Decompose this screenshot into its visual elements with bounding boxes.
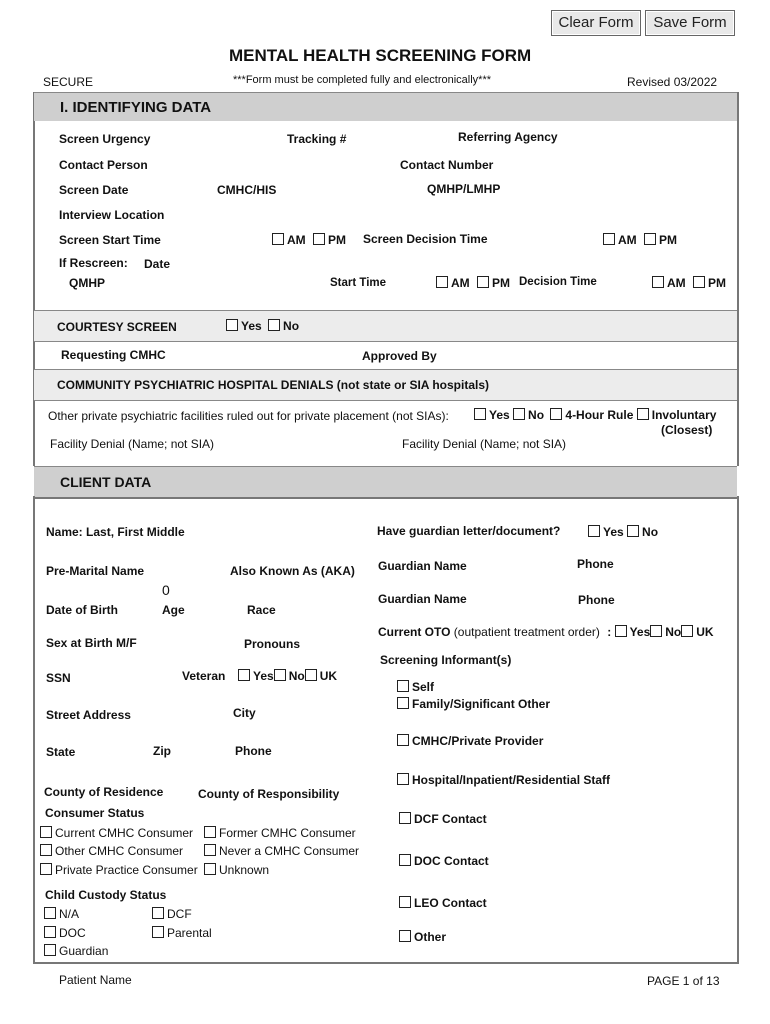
- state-label: State: [46, 745, 76, 759]
- former-cmhc-label: Former CMHC Consumer: [219, 826, 356, 840]
- am-checkbox[interactable]: [436, 276, 448, 288]
- pm-label: PM: [492, 276, 511, 290]
- dcf-checkbox[interactable]: [152, 907, 164, 919]
- no-checkbox[interactable]: [650, 625, 662, 637]
- rescreen-decision-ampm-group: [652, 276, 726, 290]
- client-data-header: [34, 466, 737, 499]
- footer-page-number: PAGE 1 of 13: [647, 974, 720, 988]
- parental-option: [152, 926, 212, 940]
- current-cmhc-label: Current CMHC Consumer: [55, 826, 194, 840]
- never-cmhc-option: [204, 844, 359, 858]
- zip-label: Zip: [153, 744, 171, 758]
- leo-contact-option: [399, 896, 487, 910]
- na-label: N/A: [59, 907, 80, 921]
- no-label: No: [642, 525, 659, 539]
- no-label: No: [288, 669, 305, 683]
- if-rescreen-label: If Rescreen:: [59, 256, 128, 270]
- doc-contact-label: DOC Contact: [414, 854, 489, 868]
- dcf-label: DCF: [167, 907, 192, 921]
- am-checkbox[interactable]: [652, 276, 664, 288]
- unknown-label: Unknown: [219, 863, 270, 877]
- age-value: 0: [162, 582, 170, 598]
- guardian-label: Guardian: [59, 944, 109, 958]
- form-title: MENTAL HEALTH SCREENING FORM: [229, 46, 532, 65]
- county-residence-label: County of Residence: [44, 785, 164, 799]
- rescreen-start-time-label: Start Time: [330, 277, 387, 289]
- denials-options-group: [474, 408, 716, 422]
- private-practice-checkbox[interactable]: [40, 863, 52, 875]
- other-checkbox[interactable]: [399, 930, 411, 942]
- veteran-options-group: [238, 669, 337, 683]
- current-oto-row: [378, 625, 714, 639]
- yes-checkbox[interactable]: [226, 319, 238, 331]
- never-cmhc-checkbox[interactable]: [204, 844, 216, 856]
- denials-band: [34, 369, 737, 401]
- identifying-data-header: [34, 92, 737, 121]
- am-label: AM: [287, 233, 306, 247]
- no-checkbox[interactable]: [274, 669, 286, 681]
- interview-location-label: Interview Location: [59, 208, 165, 222]
- guardian-checkbox[interactable]: [44, 944, 56, 956]
- sex-label: Sex at Birth M/F: [46, 636, 137, 650]
- client-data-title: CLIENT DATA: [60, 474, 152, 490]
- hospital-staff-label: Hospital/Inpatient/Residential Staff: [412, 773, 611, 787]
- no-checkbox[interactable]: [513, 408, 525, 420]
- age-label: Age: [162, 603, 185, 617]
- other-cmhc-checkbox[interactable]: [40, 844, 52, 856]
- screen-date-label: Screen Date: [59, 183, 129, 197]
- former-cmhc-option: [204, 826, 356, 840]
- contact-person-label: Contact Person: [59, 158, 148, 172]
- no-checkbox[interactable]: [268, 319, 280, 331]
- dcf-contact-option: [399, 812, 487, 826]
- uk-label: UK: [696, 625, 714, 639]
- cmhc-provider-label: CMHC/Private Provider: [412, 734, 544, 748]
- cmhc-provider-option: [397, 734, 543, 748]
- family-option: [397, 697, 550, 711]
- involuntary-checkbox[interactable]: [637, 408, 649, 420]
- street-address-label: Street Address: [46, 708, 131, 722]
- tracking-label: Tracking #: [287, 132, 347, 146]
- uk-label: UK: [319, 669, 338, 683]
- no-checkbox[interactable]: [627, 525, 639, 537]
- phone-label: Phone: [235, 744, 272, 758]
- clear-form-button[interactable]: Clear Form: [551, 10, 641, 36]
- dcf-option: [152, 907, 192, 921]
- pm-checkbox[interactable]: [313, 233, 325, 245]
- pm-label: PM: [659, 233, 678, 247]
- doc-option: [44, 926, 86, 940]
- uk-checkbox[interactable]: [681, 625, 693, 637]
- name-label: Name: Last, First Middle: [46, 525, 185, 539]
- premarital-name-label: Pre-Marital Name: [46, 564, 145, 578]
- pm-label: PM: [328, 233, 347, 247]
- doc-checkbox[interactable]: [44, 926, 56, 938]
- aka-label: Also Known As (AKA): [230, 564, 355, 578]
- private-practice-option: [40, 863, 198, 877]
- decision-ampm-group: [603, 233, 677, 247]
- pm-checkbox[interactable]: [644, 233, 656, 245]
- no-label: No: [665, 625, 682, 639]
- hospital-staff-checkbox[interactable]: [397, 773, 409, 785]
- never-cmhc-label: Never a CMHC Consumer: [219, 844, 360, 858]
- yes-label: Yes: [603, 525, 624, 539]
- former-cmhc-checkbox[interactable]: [204, 826, 216, 838]
- facility-denial-1-label: Facility Denial (Name; not SIA): [50, 437, 215, 451]
- am-label: AM: [451, 276, 470, 290]
- family-checkbox[interactable]: [397, 697, 409, 709]
- am-checkbox[interactable]: [603, 233, 615, 245]
- unknown-checkbox[interactable]: [204, 863, 216, 875]
- leo-contact-label: LEO Contact: [414, 896, 487, 910]
- courtesy-yes-no-group: [226, 319, 299, 333]
- na-checkbox[interactable]: [44, 907, 56, 919]
- yes-label: Yes: [253, 669, 274, 683]
- family-label: Family/Significant Other: [412, 697, 551, 711]
- city-label: City: [233, 706, 256, 720]
- rescreen-date-label: Date: [144, 257, 171, 271]
- doc-contact-option: [399, 854, 489, 868]
- yes-checkbox[interactable]: [238, 669, 250, 681]
- secure-label: SECURE: [43, 75, 94, 89]
- rescreen-decision-time-label: Decision Time: [519, 276, 597, 288]
- oto-colon: :: [607, 625, 612, 639]
- unknown-option: [204, 863, 269, 877]
- rescreen-start-ampm-group: [436, 276, 510, 290]
- screen-start-time-label: Screen Start Time: [59, 233, 161, 247]
- current-oto-label: Current OTO: [378, 625, 451, 639]
- yes-label: Yes: [489, 408, 510, 422]
- current-cmhc-option: [40, 826, 193, 840]
- leo-contact-checkbox[interactable]: [399, 896, 411, 908]
- qmhp-lmhp-label: QMHP/LMHP: [427, 182, 501, 196]
- screen-urgency-label: Screen Urgency: [59, 132, 151, 146]
- facility-denial-2-label: Facility Denial (Name; not SIA): [402, 437, 567, 451]
- yes-label: Yes: [629, 625, 651, 639]
- dcf-contact-label: DCF Contact: [414, 812, 487, 826]
- uk-checkbox[interactable]: [305, 669, 317, 681]
- start-ampm-group: [272, 233, 346, 247]
- save-form-button[interactable]: Save Form: [645, 10, 735, 36]
- yes-checkbox[interactable]: [615, 625, 627, 637]
- am-checkbox[interactable]: [272, 233, 284, 245]
- guardian-phone-1-label: Phone: [577, 557, 614, 571]
- yes-checkbox[interactable]: [588, 525, 600, 537]
- hospital-staff-option: [397, 773, 610, 787]
- cmhc-his-label: CMHC/HIS: [217, 183, 277, 197]
- section-title: I. IDENTIFYING DATA: [60, 99, 212, 116]
- yes-label: Yes: [241, 319, 262, 333]
- pronouns-label: Pronouns: [244, 637, 300, 651]
- current-cmhc-checkbox[interactable]: [40, 826, 52, 838]
- parental-label: Parental: [167, 926, 212, 940]
- na-option: [44, 907, 79, 921]
- screening-informant-label: Screening Informant(s): [380, 653, 512, 667]
- pm-checkbox[interactable]: [477, 276, 489, 288]
- form-note: ***Form must be completed fully and electronically***: [233, 74, 492, 86]
- four-hour-rule-label: 4-Hour Rule: [565, 408, 634, 422]
- no-label: No: [528, 408, 545, 422]
- courtesy-screen-title: COURTESY SCREEN: [57, 320, 177, 334]
- self-checkbox[interactable]: [397, 680, 409, 692]
- guardian-name-2-label: Guardian Name: [378, 592, 467, 606]
- courtesy-screen-band: [34, 310, 737, 342]
- self-label: Self: [412, 680, 435, 694]
- referring-agency-label: Referring Agency: [458, 130, 558, 144]
- child-custody-label: Child Custody Status: [45, 888, 167, 902]
- denials-title: COMMUNITY PSYCHIATRIC HOSPITAL DENIALS (not state or SIA hospitals): [57, 378, 490, 392]
- closest-label: (Closest): [661, 423, 713, 437]
- involuntary-label: Involuntary: [651, 408, 717, 422]
- no-label: No: [283, 319, 300, 333]
- yes-checkbox[interactable]: [474, 408, 486, 420]
- doc-contact-checkbox[interactable]: [399, 854, 411, 866]
- county-responsibility-label: County of Responsibility: [198, 787, 340, 801]
- race-label: Race: [247, 603, 276, 617]
- ssn-label: SSN: [46, 671, 71, 685]
- footer-patient-name: Patient Name: [59, 973, 132, 987]
- cmhc-provider-checkbox[interactable]: [397, 734, 409, 746]
- doc-label: DOC: [59, 926, 86, 940]
- rescreen-qmhp-label: QMHP: [69, 276, 105, 290]
- veteran-label: Veteran: [182, 669, 226, 683]
- revised-label: Revised 03/2022: [627, 75, 718, 89]
- guardian-letter-options: [588, 525, 658, 539]
- other-cmhc-option: [40, 844, 183, 858]
- contact-number-label: Contact Number: [400, 158, 494, 172]
- am-label: AM: [618, 233, 637, 247]
- dcf-contact-checkbox[interactable]: [399, 812, 411, 824]
- dob-label: Date of Birth: [46, 603, 118, 617]
- screen-decision-time-label: Screen Decision Time: [363, 232, 488, 246]
- am-label: AM: [667, 276, 686, 290]
- approved-by-label: Approved By: [362, 349, 437, 363]
- pm-label: PM: [708, 276, 727, 290]
- pm-checkbox[interactable]: [693, 276, 705, 288]
- guardian-phone-2-label: Phone: [578, 593, 615, 607]
- parental-checkbox[interactable]: [152, 926, 164, 938]
- guardian-option: [44, 944, 108, 958]
- guardian-name-1-label: Guardian Name: [378, 559, 467, 573]
- other-label: Other: [414, 930, 447, 944]
- self-option: [397, 680, 434, 694]
- oto-paren-label: (outpatient treatment order): [453, 625, 600, 639]
- other-private-label: Other private psychiatric facilities ruled out for private placement (not SIAs):: [48, 409, 449, 423]
- other-cmhc-label: Other CMHC Consumer: [55, 844, 184, 858]
- consumer-status-label: Consumer Status: [45, 806, 145, 820]
- other-option: [399, 930, 446, 944]
- requesting-cmhc-label: Requesting CMHC: [61, 348, 166, 362]
- four-hour-rule-checkbox[interactable]: [550, 408, 562, 420]
- private-practice-label: Private Practice Consumer: [55, 863, 198, 877]
- guardian-letter-label: Have guardian letter/document?: [377, 524, 561, 538]
